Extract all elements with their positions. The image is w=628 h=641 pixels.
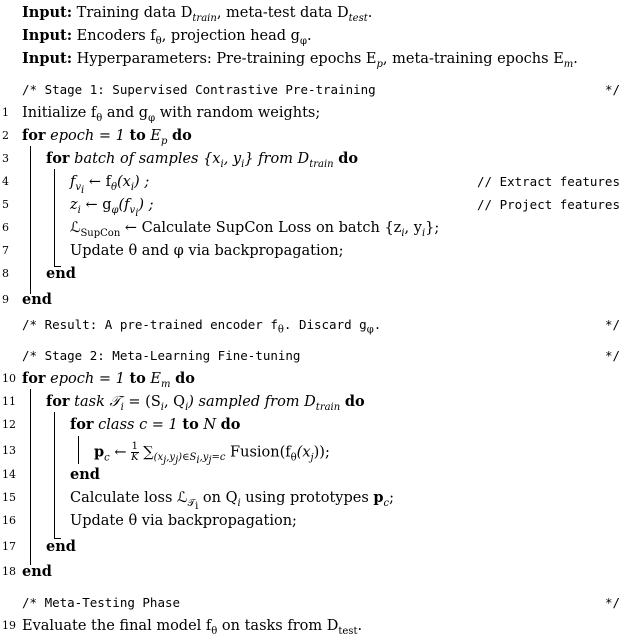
block-bar — [78, 436, 79, 464]
stage1-comment: /* Stage 1: Supervised Contrastive Pre-training — [22, 82, 376, 97]
line-number: 15 — [2, 491, 16, 504]
stage2-comment: /* Stage 2: Meta-Learning Fine-tuning — [22, 348, 301, 363]
comment-close: */ — [604, 348, 620, 363]
algo-line-15: Calculate loss ℒ$_{𝒯_i}$ on $Q_i$ using prototypes $p_c$; — [70, 489, 395, 512]
algo-line-12: for class c = 1 to N do — [70, 416, 241, 433]
comment-close: */ — [604, 595, 620, 610]
algo-line-16: Update θ via backpropagation; — [70, 513, 297, 529]
comment-extract: // Extract features — [477, 174, 620, 189]
algo-line-8: end — [46, 265, 76, 282]
line-number: 13 — [2, 444, 16, 457]
algo-line-3: for batch of samples {$x_i$, $y_i$} from $D_{train}$ do — [46, 150, 359, 170]
algo-line-17: end — [46, 538, 76, 555]
line-number: 19 — [2, 619, 16, 632]
line-number: 11 — [2, 395, 16, 408]
algo-line-5: $z_i$ ← $g_\varphi(f_{v_i})$ ; — [70, 197, 154, 219]
algo-line-19: Evaluate the final model $f_\theta$ on tasks from $D_{test}$. — [22, 618, 363, 637]
line-number: 6 — [2, 221, 9, 234]
algo-line-6: ℒ$_{SupCon}$ ← Calculate SupCon Loss on batch {$z_i$, $y_i$}; — [70, 220, 440, 239]
line-number: 16 — [2, 514, 16, 527]
algo-line-9: end — [22, 291, 52, 308]
algo-line-18: end — [22, 563, 52, 580]
line-number: 1 — [2, 106, 9, 119]
algo-line-1: Initialize $f_\theta$ and $g_\varphi$ with random weights; — [22, 105, 321, 124]
input-line-2: Input: Encoders $f_\theta$, projection head $g_\varphi$. — [22, 27, 312, 47]
block-bar — [54, 412, 55, 538]
algo-line-11: for task 𝒯$_i$ = ($S_i$, $Q_i$) sampled from $D_{train}$ do — [46, 393, 365, 413]
comment-close: */ — [604, 82, 620, 97]
line-number: 10 — [2, 372, 16, 385]
line-number: 12 — [2, 418, 16, 431]
meta-test-comment: /* Meta-Testing Phase — [22, 595, 181, 610]
algo-line-14: end — [70, 466, 100, 483]
algo-line-13: $p_c$ ← $\frac{1}{K}$ $\sum_{(x_j,y_j)\in S_i,y_j=c}$ $Fusion(f_\theta(x_j))$; — [94, 441, 330, 467]
line-number: 2 — [2, 129, 9, 142]
line-number: 5 — [2, 198, 9, 211]
result-comment: /* Result: A pre-trained encoder $f_\theta$. Discard $g_\varphi$. — [22, 317, 382, 336]
line-number: 14 — [2, 468, 16, 481]
algo-line-4: $f_{v_i}$ ← $f_\theta(x_i)$ ; — [70, 174, 150, 196]
comment-close: */ — [604, 317, 620, 332]
comment-project: // Project features — [477, 197, 620, 212]
algo-line-7: Update θ and φ via backpropagation; — [70, 243, 344, 259]
block-bar — [30, 389, 31, 565]
algo-line-10: for epoch = 1 to $E_m$ do — [22, 370, 195, 390]
line-number: 17 — [2, 540, 16, 553]
input-line-1: Input: Training data $D_{train}$, meta-test data $D_{test}$. — [22, 4, 373, 24]
algo-line-2: for epoch = 1 to $E_p$ do — [22, 127, 192, 147]
line-number: 7 — [2, 244, 9, 257]
block-bar — [30, 146, 31, 294]
line-number: 18 — [2, 565, 16, 578]
line-number: 9 — [2, 293, 9, 306]
line-number: 8 — [2, 267, 9, 280]
block-bar — [54, 169, 55, 265]
input-line-3: Input: Hyperparameters: Pre-training epochs $E_p$, meta-training epochs $E_m$. — [22, 50, 578, 70]
line-number: 3 — [2, 152, 9, 165]
line-number: 4 — [2, 175, 9, 188]
